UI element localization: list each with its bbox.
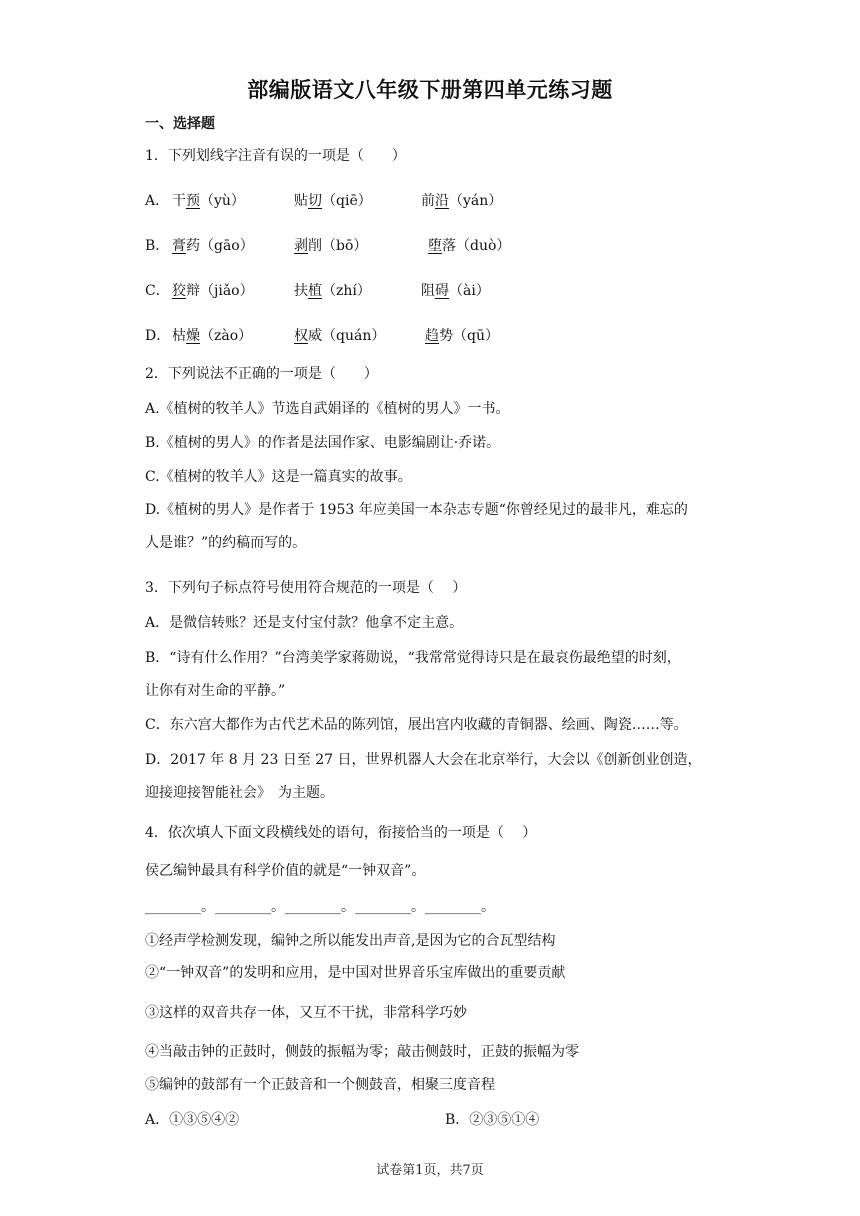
- q3-option-d-line2: 迎接迎接智能社会》 为主题。: [145, 785, 334, 801]
- q2-stem: 2．下列说法不正确的一项是（ ）: [145, 366, 378, 382]
- q1-option-c-word1: 狡辩（jiǎo）: [172, 283, 254, 299]
- q4-stem: 4．依次填人下面文段横线处的语句，衔接恰当的一项是（ ）: [145, 825, 537, 841]
- q4-intro: 侯乙编钟最具有科学价值的就是“一钟双音”。: [145, 863, 426, 879]
- q1-option-a-word1: 干预（yù）: [172, 193, 245, 209]
- section-heading: 一、选择题: [145, 116, 215, 132]
- q1-option-c-label: C．: [145, 283, 170, 299]
- q1-option-c-word2: 扶植（zhí）: [294, 283, 371, 299]
- q1-option-d-word3: 趋势（qū）: [425, 328, 499, 344]
- q1-option-a-word2: 贴切（qiē）: [294, 193, 372, 209]
- q1-option-d-label: D．: [145, 328, 171, 344]
- q4-sentence-2: ②“一钟双音”的发明和应用，是中国对世界音乐宝库做出的重要贡献: [145, 965, 566, 981]
- q3-option-b-line2: 让你有对生命的平静。”: [145, 683, 286, 699]
- q4-option-b: B．②③⑤①④: [445, 1112, 540, 1128]
- q3-option-c: C．东六宫大都作为古代艺术品的陈列馆，展出宫内收藏的青铜器、绘画、陶瓷……等。: [145, 717, 688, 733]
- q1-option-a-label: A．: [145, 193, 170, 209]
- q4-option-a: A．①③⑤④②: [145, 1112, 240, 1128]
- q3-option-d-line1: D．2017 年 8 月 23 日至 27 日，世界机器人大会在北京举行，大会以《创新创业创造，: [145, 752, 702, 768]
- q2-option-d-line1: D.《植树的男人》是作者于 1953 年应美国一本杂志专题“你曾经见过的最非凡，难忘的: [145, 502, 688, 518]
- q2-option-b: B.《植树的男人》的作者是法国作家、电影编剧让·乔诺。: [145, 435, 501, 451]
- page-footer: 试卷第1页，共7页: [376, 1163, 484, 1178]
- q1-option-b-label: B．: [145, 238, 170, 254]
- q4-blanks: ________。________。________。________。________。: [145, 899, 495, 915]
- q3-option-b-line1: B．“诗有什么作用？”台湾美学家蒋勋说，“我常常觉得诗只是在最哀伤最绝望的时刻，: [145, 650, 681, 666]
- q1-option-b-word1: 膏药（gāo）: [172, 238, 254, 254]
- q2-option-c: C.《植树的牧羊人》这是一篇真实的故事。: [145, 469, 412, 485]
- q1-stem: 1．下列划线字注音有误的一项是（ ）: [145, 148, 406, 164]
- q4-sentence-1: ①经声学检测发现，编钟之所以能发出声音,是因为它的合瓦型结构: [145, 933, 556, 949]
- q3-option-a: A．是微信转账？还是支付宝付款？他拿不定主意。: [145, 615, 464, 631]
- q1-option-b-word3: 堕落（duò）: [428, 238, 511, 254]
- q4-sentence-3: ③这样的双音共存一体，又互不干扰，非常科学巧妙: [145, 1005, 467, 1021]
- q1-option-b-word2: 剥削（bō）: [294, 238, 368, 254]
- q4-sentence-4: ④当敲击钟的正鼓时，侧鼓的振幅为零；敲击侧鼓时，正鼓的振幅为零: [145, 1044, 579, 1060]
- q2-option-a: A.《植树的牧羊人》节选自武娟译的《植树的男人》一书。: [145, 401, 510, 417]
- q3-stem: 3．下列句子标点符号使用符合规范的一项是（ ）: [145, 580, 467, 596]
- q2-option-d-line2: 人是谁？”的约稿而写的。: [145, 535, 307, 551]
- q1-option-c-word3: 阻碍（ài）: [421, 283, 490, 299]
- q1-option-d-word1: 枯燥（zào）: [172, 328, 253, 344]
- q1-option-a-word3: 前沿（yán）: [421, 193, 503, 209]
- q1-option-d-word2: 权威（quán）: [294, 328, 386, 344]
- q4-sentence-5: ⑤编钟的鼓部有一个正鼓音和一个侧鼓音，相聚三度音程: [145, 1077, 495, 1093]
- page-title: 部编版语文八年级下册第四单元练习题: [247, 78, 613, 102]
